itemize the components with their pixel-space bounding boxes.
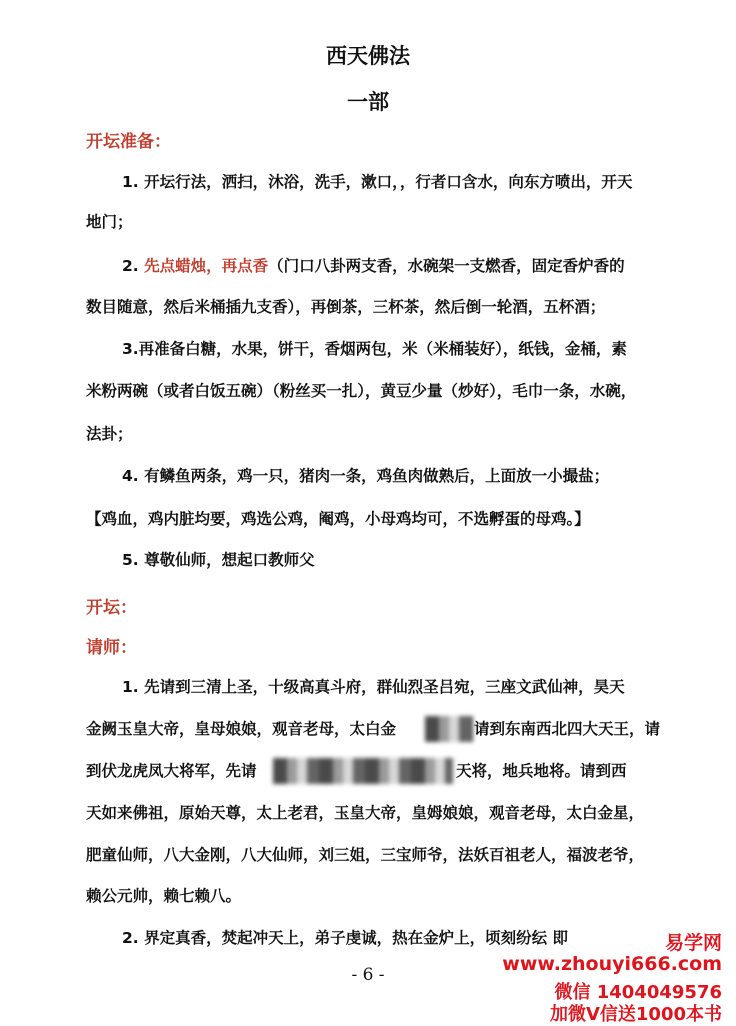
redaction-blur (425, 716, 473, 742)
watermark-line-1: 易学网 (664, 932, 722, 954)
watermark-url: www.zhouyi666.com (502, 953, 722, 975)
prep-item-5: 5. 尊敬仙师，想起口教师父 (122, 551, 315, 569)
watermark-wechat: 微信 1404049576 (554, 982, 722, 1003)
invite-item-1-line-2a: 金阙玉皇大帝，皇母娘娘，观音老母，太白金 (86, 720, 397, 738)
watermark-promo: 加微V信送1000本书 (549, 1004, 722, 1025)
document-subtitle: 一部 (347, 90, 389, 114)
section-heading-prep: 开坛准备： (86, 132, 171, 152)
page-number: - 6 - (351, 965, 385, 985)
prep-item-2-number: 2. (122, 257, 145, 275)
section-heading-invite: 请师： (86, 638, 137, 658)
prep-item-1-line-1: 1. 开坛行法，洒扫，沐浴，洗手，漱口，，行者口含水，向东方喷出，开天 (122, 173, 633, 191)
prep-item-4-line-2: 【鸡血，鸡内脏均要，鸡选公鸡，阉鸡，小母鸡均可，不选孵蛋的母鸡。】 (86, 510, 590, 528)
prep-item-3-line-3: 法卦； (86, 425, 133, 443)
prep-item-2-line-1 (122, 256, 625, 276)
prep-item-2-highlight: 先点蜡烛，再点香 (144, 257, 269, 275)
invite-item-1-line-4: 天如来佛祖，原始天尊，太上老君，玉皇大帝，皇姆娘娘，观音老母，太白金星， (86, 804, 645, 822)
invite-item-1-line-3b: 天将，地兵地将。请到西 (456, 762, 627, 780)
prep-item-2-rest: （门口八卦两支香，水碗架一支燃香，固定香炉香的 (268, 257, 625, 275)
redaction-blur (273, 758, 453, 784)
prep-item-4-line-1: 4. 有鳞鱼两条，鸡一只，猪肉一条，鸡鱼肉做熟后，上面放一小撮盐； (122, 467, 610, 485)
invite-item-2-line-1: 2. 界定真香，焚起冲天上，弟子虔诚，热在金炉上，顷刻纷纭 即 (122, 929, 568, 947)
prep-item-3-line-2: 米粉两碗（或者白饭五碗）（粉丝买一扎），黄豆少量（炒好），毛巾一条，水碗， (86, 382, 637, 400)
invite-item-1-line-5: 肥童仙师，八大金刚，八大仙师，刘三姐，三宝师爷，法妖百祖老人，福波老爷， (86, 846, 645, 864)
invite-item-1-line-2b: 请到东南西北四大天王，请 (474, 720, 661, 738)
prep-item-2-line-2: 数目随意，然后米桶插九支香），再倒茶，三杯茶，然后倒一轮酒，五杯酒； (86, 298, 606, 316)
invite-item-1-line-1: 1. 先请到三清上圣，十级高真斗府，群仙烈圣吕宛，三座文武仙神，昊天 (122, 678, 625, 696)
invite-item-1-line-6: 赖公元帅，赖七赖八。 (86, 887, 242, 905)
document-title: 西天佛法 (326, 44, 410, 68)
prep-item-1-line-2: 地门； (86, 213, 133, 231)
invite-item-1-line-3a: 到伏龙虎凤大将军，先请 (86, 762, 257, 780)
section-heading-open: 开坛： (86, 598, 137, 618)
prep-item-3-line-1: 3.再准备白糖，水果，饼干，香烟两包，米（米桶装好），纸钱，金桶，素 (122, 340, 627, 358)
